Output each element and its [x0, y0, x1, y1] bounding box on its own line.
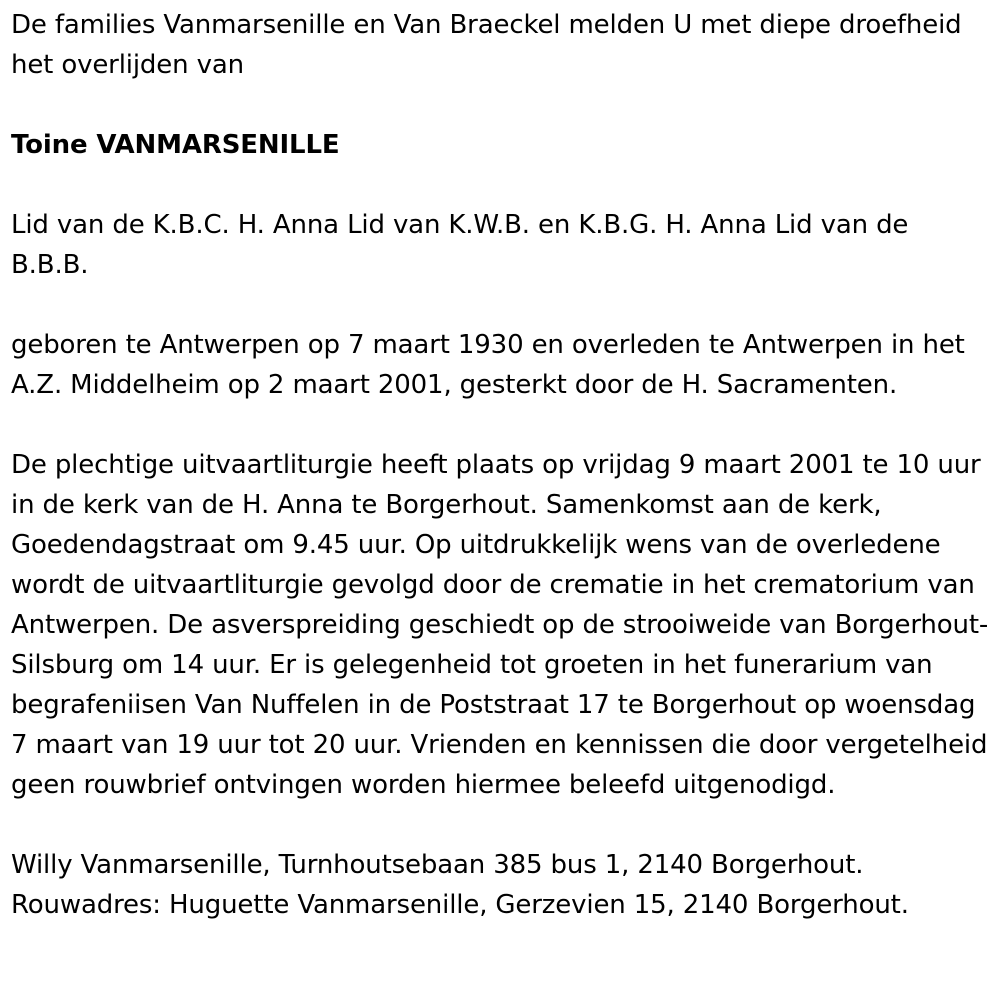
deceased-name: Toine VANMARSENILLE — [11, 130, 340, 160]
contact-line-2: Rouwadres: Huguette Vanmarsenille, Gerzevien 15, 2140 Borgerhout. — [11, 890, 909, 920]
funeral-details-text: De plechtige uitvaartliturgie heeft plaats op vrijdag 9 maart 2001 te 10 uur in de kerk van de H. Anna te Borgerhout. Samenkomst aan de kerk, Goedendagstraat om 9.45 uur. Op uitdrukkelijk wens van de overledene wordt de uitvaartliturgie gevolgd door de crematie in het crematorium van Antwerpen. De asverspreiding geschiedt op de strooiweide van Borgerhout-Silsburg om 14 uur. Er is gelegenheid tot groeten in het funerarium van begrafeniisen Van Nuffelen in de Poststraat 17 te Borgerhout op woensdag 7 maart van 19 uur tot 20 uur. Vrienden en kennissen die door vergetelheid geen rouwbrief ontvingen worden hiermee beleefd uitgenodigd. — [11, 450, 989, 800]
memberships-text: Lid van de K.B.C. H. Anna Lid van K.W.B. en K.B.G. H. Anna Lid van de B.B.B. — [11, 210, 909, 280]
contact-line-1: Willy Vanmarsenille, Turnhoutsebaan 385 bus 1, 2140 Borgerhout. — [11, 850, 864, 880]
death-notice — [11, 5, 993, 925]
birth-death-text: geboren te Antwerpen op 7 maart 1930 en overleden te Antwerpen in het A.Z. Middelheim op 2 maart 2001, gesterkt door de H. Sacramenten. — [11, 330, 965, 400]
contact-block — [11, 845, 993, 925]
intro-text: De families Vanmarsenille en Van Braeckel melden U met diepe droefheid het overlijden van — [11, 10, 962, 80]
